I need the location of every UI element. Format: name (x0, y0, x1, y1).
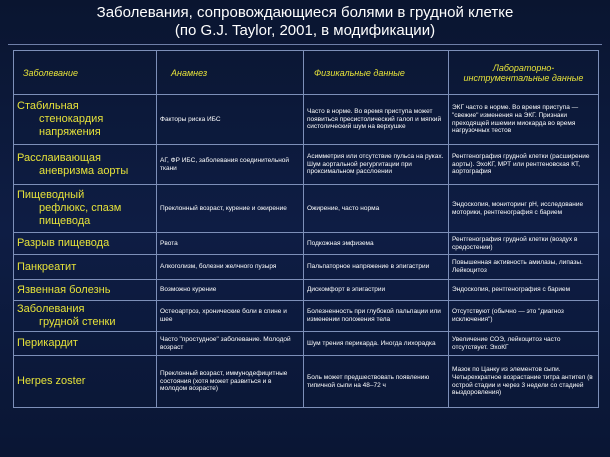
disease-cell: Перикардит (14, 332, 157, 356)
physical-cell: Асимметрия или отсутствие пульса на руках. Шум аортальной регургитации при проксимальном расслоении (304, 145, 449, 185)
lab-cell: Эндоскопия, мониторинг pH, исследование моторики, рентгенография с барием (449, 185, 599, 233)
history-cell: Алкоголизм, болезни желчного пузыря (157, 255, 304, 280)
lab-cell: Мазок по Цанку из элементов сыпи. Четырехкратное возрастание титра антител (в острой стадии и через 3 недели со стадией выздоровления) (449, 356, 599, 408)
disease-cell: Язвенная болезнь (14, 280, 157, 301)
physical-cell: Болезненность при глубокой пальпации или изменении положения тела (304, 301, 449, 332)
header-physical: Физикальные данные (304, 51, 449, 95)
table-row (14, 255, 599, 280)
title-line-1: Заболевания, сопровождающиеся болями в грудной клетке (96, 4, 514, 21)
table-row (14, 356, 599, 408)
lab-cell: Увеличение СОЭ, лейкоцитоз часто отсутствует. ЭхоКГ (449, 332, 599, 356)
lab-cell: Повышенная активность амилазы, липазы. Лейкоцитоз (449, 255, 599, 280)
table-header-row (14, 51, 599, 95)
table-row (14, 95, 599, 145)
physical-cell: Подкожная эмфизема (304, 233, 449, 255)
history-cell: Часто "простудное" заболевание. Молодой возраст (157, 332, 304, 356)
history-cell: Преклонный возраст, курение и ожирение (157, 185, 304, 233)
disease-cell: Пищеводный рефлюкс, спазм пищевода (14, 185, 157, 233)
table-row (14, 332, 599, 356)
history-cell: Рвота (157, 233, 304, 255)
history-cell: Остеоартроз, хронические боли в спине и шее (157, 301, 304, 332)
title-line-2: (по G.J. Taylor, 2001, в модификации) (174, 22, 436, 39)
table-row (14, 301, 599, 332)
physical-cell: Часто в норме. Во время приступа может появиться пресистолический галоп и мягкий систолический шум на верхушке (304, 95, 449, 145)
lab-cell: Рентгенография грудной клетки (расширение аорты). ЭхоКГ, МРТ или рентгеновская КТ, аортография (449, 145, 599, 185)
lab-cell: Отсутствуют (обычно — это "диагноз исключения") (449, 301, 599, 332)
history-cell: Преклонный возраст, иммунодефицитные состояния (хотя может развиться и в молодом возрасте) (157, 356, 304, 408)
table-row (14, 233, 599, 255)
differential-diagnosis-table (13, 50, 599, 408)
physical-cell: Шум трения перикарда. Иногда лихорадка (304, 332, 449, 356)
disease-cell: Заболевания грудной стенки (14, 301, 157, 332)
header-lab: Лабораторно-инструментальные данные (449, 51, 599, 95)
table-row (14, 185, 599, 233)
disease-cell: Разрыв пищевода (14, 233, 157, 255)
lab-cell: Рентгенография грудной клетки (воздух в средостении) (449, 233, 599, 255)
header-history: Анамнез (157, 51, 304, 95)
disease-cell: Стабильная стенокардия напряжения (14, 95, 157, 145)
header-disease: Заболевание (14, 51, 157, 95)
title-divider (8, 44, 602, 45)
physical-cell: Дискомфорт в эпигастрии (304, 280, 449, 301)
physical-cell: Ожирение, часто норма (304, 185, 449, 233)
history-cell: АГ, ФР ИБС, заболевания соединительной ткани (157, 145, 304, 185)
history-cell: Возможно курение (157, 280, 304, 301)
slide-title (0, 4, 610, 40)
disease-cell: Расслаивающая аневризма аорты (14, 145, 157, 185)
disease-cell: Панкреатит (14, 255, 157, 280)
physical-cell: Пальпаторное напряжение в эпигастрии (304, 255, 449, 280)
table-row (14, 145, 599, 185)
lab-cell: Эндоскопия, рентгенография с барием (449, 280, 599, 301)
table-row (14, 280, 599, 301)
lab-cell: ЭКГ часто в норме. Во время приступа — "свежие" изменения на ЭКГ. Признаки преходящей ишемии миокарда во время нагрузочных тестов (449, 95, 599, 145)
history-cell: Факторы риска ИБС (157, 95, 304, 145)
disease-cell: Herpes zoster (14, 356, 157, 408)
physical-cell: Боль может предшествовать появлению типичной сыпи на 48–72 ч (304, 356, 449, 408)
